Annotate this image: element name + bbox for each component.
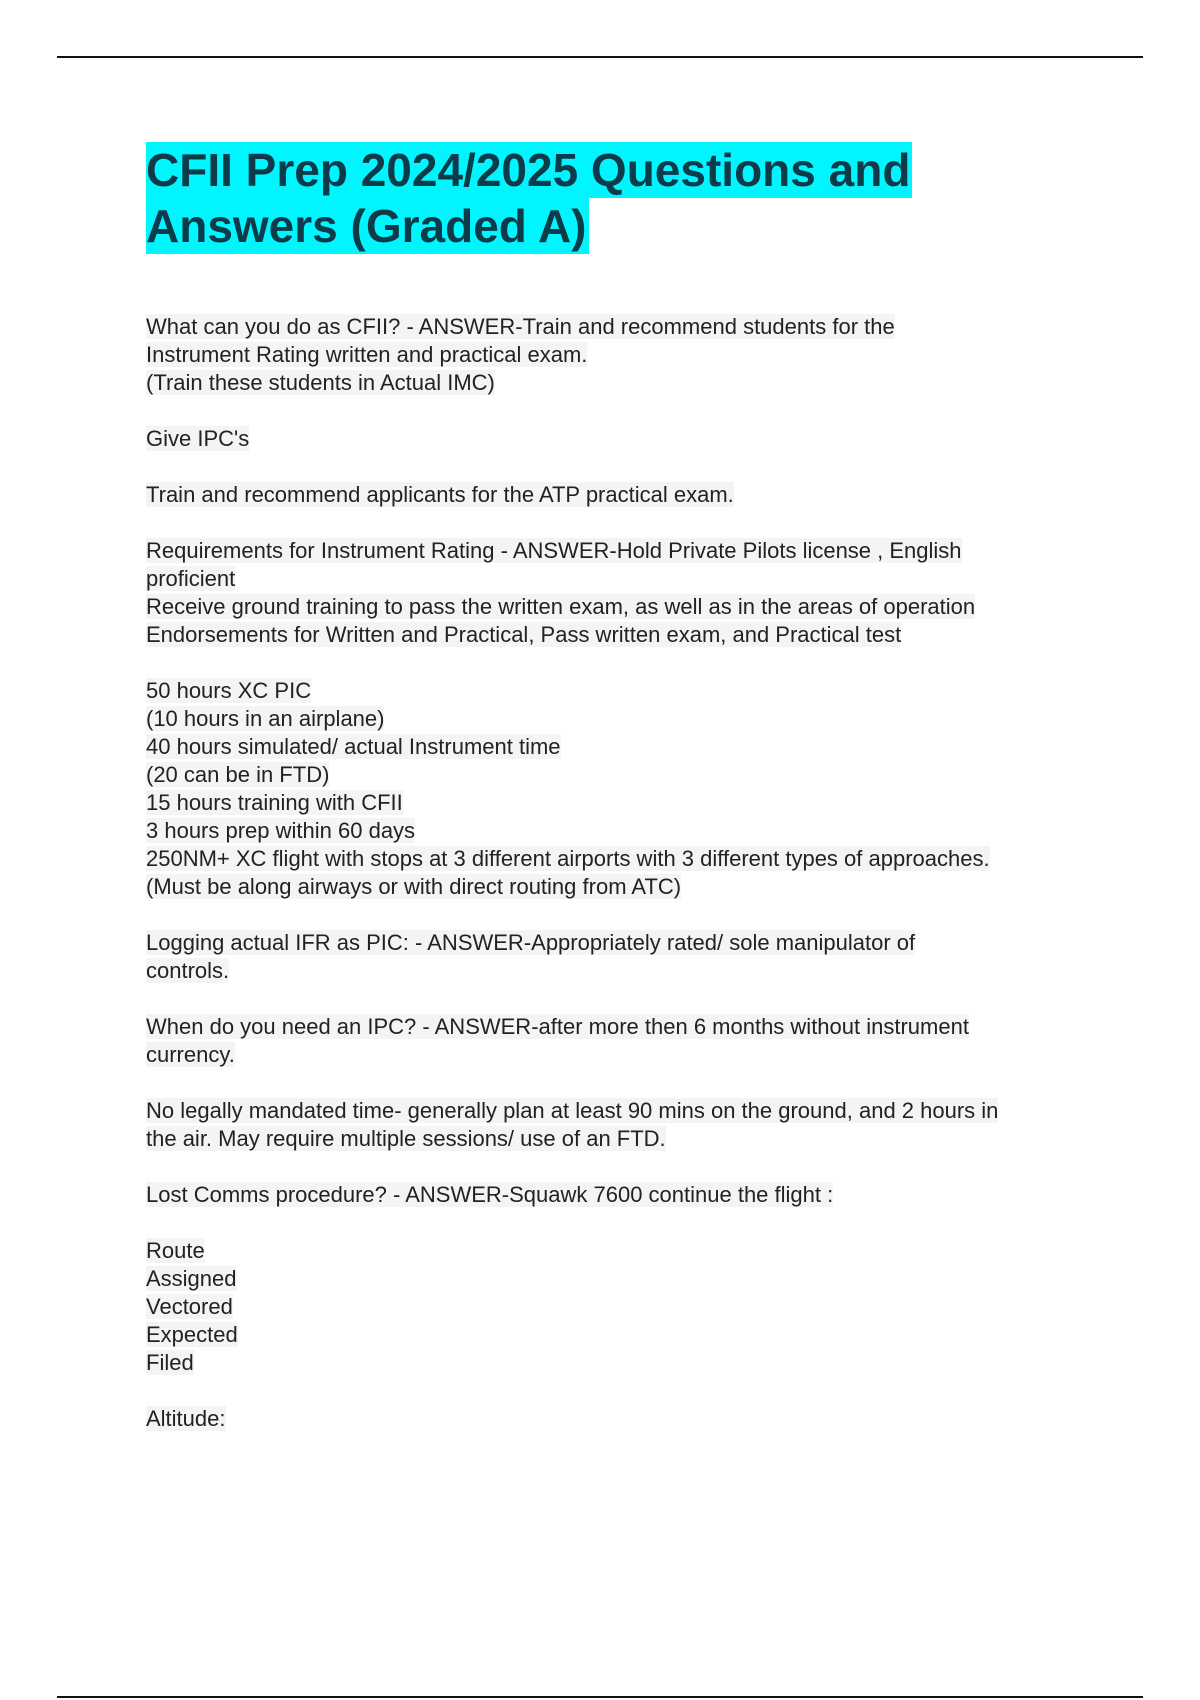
text-line-content: Logging actual IFR as PIC: - ANSWER-Appropriately rated/ sole manipulator of [146, 930, 916, 955]
text-line-content: 40 hours simulated/ actual Instrument time [146, 734, 561, 759]
text-line-content: 50 hours XC PIC [146, 678, 312, 703]
text-line [146, 1237, 1146, 1265]
text-line-content: No legally mandated time- generally plan at least 90 mins on the ground, and 2 hours in [146, 1098, 999, 1123]
text-line [146, 1097, 1146, 1125]
text-line [146, 1041, 1146, 1069]
text-line-content: Endorsements for Written and Practical, Pass written exam, and Practical test [146, 622, 902, 647]
text-line-content: controls. [146, 958, 230, 983]
title-line-1: CFII Prep 2024/2025 Questions and [146, 144, 911, 196]
text-line [146, 1405, 1146, 1433]
paragraph [146, 481, 1146, 509]
text-line-content: Instrument Rating written and practical exam. [146, 342, 588, 367]
text-line [146, 761, 1146, 789]
paragraph [146, 1237, 1146, 1377]
text-line-content: Train and recommend applicants for the ATP practical exam. [146, 482, 734, 507]
text-line-content: 3 hours prep within 60 days [146, 818, 416, 843]
text-line-content: (10 hours in an airplane) [146, 706, 385, 731]
text-line-content: Lost Comms procedure? - ANSWER-Squawk 7600 continue the flight : [146, 1182, 834, 1207]
text-line [146, 957, 1146, 985]
paragraph [146, 1013, 1146, 1069]
text-line-content: Assigned [146, 1266, 237, 1291]
text-line [146, 817, 1146, 845]
text-line [146, 1125, 1146, 1153]
text-line-content: What can you do as CFII? - ANSWER-Train and recommend students for the [146, 314, 895, 339]
text-line [146, 845, 1146, 873]
text-line-content: proficient [146, 566, 236, 591]
title-line-2: Answers (Graded A) [146, 200, 587, 252]
document-title [146, 142, 1046, 254]
text-line [146, 873, 1146, 901]
text-line [146, 621, 1146, 649]
text-line-content: Vectored [146, 1294, 233, 1319]
document-body [146, 313, 1146, 1461]
text-line [146, 1293, 1146, 1321]
paragraph [146, 677, 1146, 901]
text-line [146, 789, 1146, 817]
text-line [146, 341, 1146, 369]
text-line [146, 593, 1146, 621]
paragraph [146, 425, 1146, 453]
text-line-content: (Must be along airways or with direct routing from ATC) [146, 874, 682, 899]
top-rule [57, 56, 1143, 58]
text-line [146, 733, 1146, 761]
paragraph [146, 1097, 1146, 1153]
text-line-content: Expected [146, 1322, 238, 1347]
text-line [146, 537, 1146, 565]
text-line-content: 15 hours training with CFII [146, 790, 403, 815]
text-line [146, 1349, 1146, 1377]
text-line [146, 313, 1146, 341]
text-line-content: Route [146, 1238, 205, 1263]
text-line [146, 481, 1146, 509]
paragraph [146, 929, 1146, 985]
text-line-content: the air. May require multiple sessions/ use of an FTD. [146, 1126, 666, 1151]
text-line-content: currency. [146, 1042, 235, 1067]
text-line-content: (Train these students in Actual IMC) [146, 370, 495, 395]
text-line-content: When do you need an IPC? - ANSWER-after more then 6 months without instrument [146, 1014, 969, 1039]
text-line-content: Filed [146, 1350, 194, 1375]
text-line [146, 1321, 1146, 1349]
text-line [146, 677, 1146, 705]
paragraph [146, 1181, 1146, 1209]
paragraph [146, 1405, 1146, 1433]
text-line-content: Receive ground training to pass the written exam, as well as in the areas of operation [146, 594, 976, 619]
text-line [146, 705, 1146, 733]
paragraph [146, 537, 1146, 649]
text-line-content: Requirements for Instrument Rating - ANSWER-Hold Private Pilots license , English [146, 538, 962, 563]
paragraph [146, 313, 1146, 397]
bottom-rule [57, 1696, 1143, 1698]
text-line [146, 1013, 1146, 1041]
text-line [146, 1181, 1146, 1209]
text-line-content: 250NM+ XC flight with stops at 3 different airports with 3 different types of approaches. [146, 846, 990, 871]
text-line-content: Altitude: [146, 1406, 226, 1431]
text-line [146, 929, 1146, 957]
text-line [146, 425, 1146, 453]
text-line-content: (20 can be in FTD) [146, 762, 330, 787]
text-line [146, 369, 1146, 397]
text-line [146, 1265, 1146, 1293]
text-line-content: Give IPC's [146, 426, 250, 451]
text-line [146, 565, 1146, 593]
